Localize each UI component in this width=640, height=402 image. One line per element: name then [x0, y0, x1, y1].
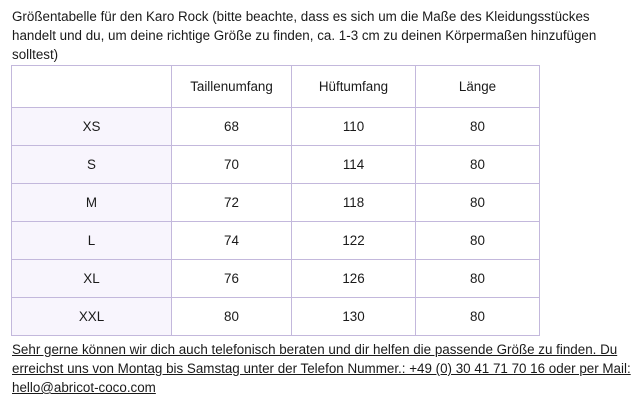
size-cell: XL: [12, 260, 172, 298]
hip-cell: 110: [292, 108, 416, 146]
header-empty-cell: [12, 66, 172, 108]
table-header-row: [12, 66, 540, 108]
waist-cell: 72: [172, 184, 292, 222]
length-cell: 80: [416, 260, 540, 298]
length-cell: 80: [416, 108, 540, 146]
size-cell: S: [12, 146, 172, 184]
hip-cell: 118: [292, 184, 416, 222]
table-row: [12, 146, 540, 184]
waist-cell: 74: [172, 222, 292, 260]
length-cell: 80: [416, 146, 540, 184]
size-chart-intro: Größentabelle für den Karo Rock (bitte beachte, dass es sich um die Maße des Kleidungsstückes handelt und du, um deine richtige Größe zu finden, ca. 1-3 cm zu deinen Körpermaßen hinzufügen solltest): [12, 9, 597, 62]
header-waist: Taillenumfang: [172, 66, 292, 108]
length-cell: 80: [416, 298, 540, 336]
waist-cell: 76: [172, 260, 292, 298]
size-cell: M: [12, 184, 172, 222]
length-cell: 80: [416, 184, 540, 222]
table-row: [12, 260, 540, 298]
length-cell: 80: [416, 222, 540, 260]
header-length: Länge: [416, 66, 540, 108]
table-row: [12, 184, 540, 222]
size-cell: XXL: [12, 298, 172, 336]
hip-cell: 130: [292, 298, 416, 336]
waist-cell: 80: [172, 298, 292, 336]
table-row: [12, 222, 540, 260]
waist-cell: 70: [172, 146, 292, 184]
contact-info-text: Sehr gerne können wir dich auch telefonisch beraten und dir helfen die passende Größe zu finden. Du erreichst uns von Montag bis Samstag unter der Telefon Nummer.: +49 (0) 30 41 71 70 16 oder per Mail: hello@abricot-coco.com: [12, 342, 631, 395]
size-cell: L: [12, 222, 172, 260]
size-chart-table: [11, 65, 540, 336]
table-row: [12, 108, 540, 146]
table-row: [12, 298, 540, 336]
hip-cell: 122: [292, 222, 416, 260]
hip-cell: 126: [292, 260, 416, 298]
hip-cell: 114: [292, 146, 416, 184]
header-hip: Hüftumfang: [292, 66, 416, 108]
waist-cell: 68: [172, 108, 292, 146]
size-cell: XS: [12, 108, 172, 146]
